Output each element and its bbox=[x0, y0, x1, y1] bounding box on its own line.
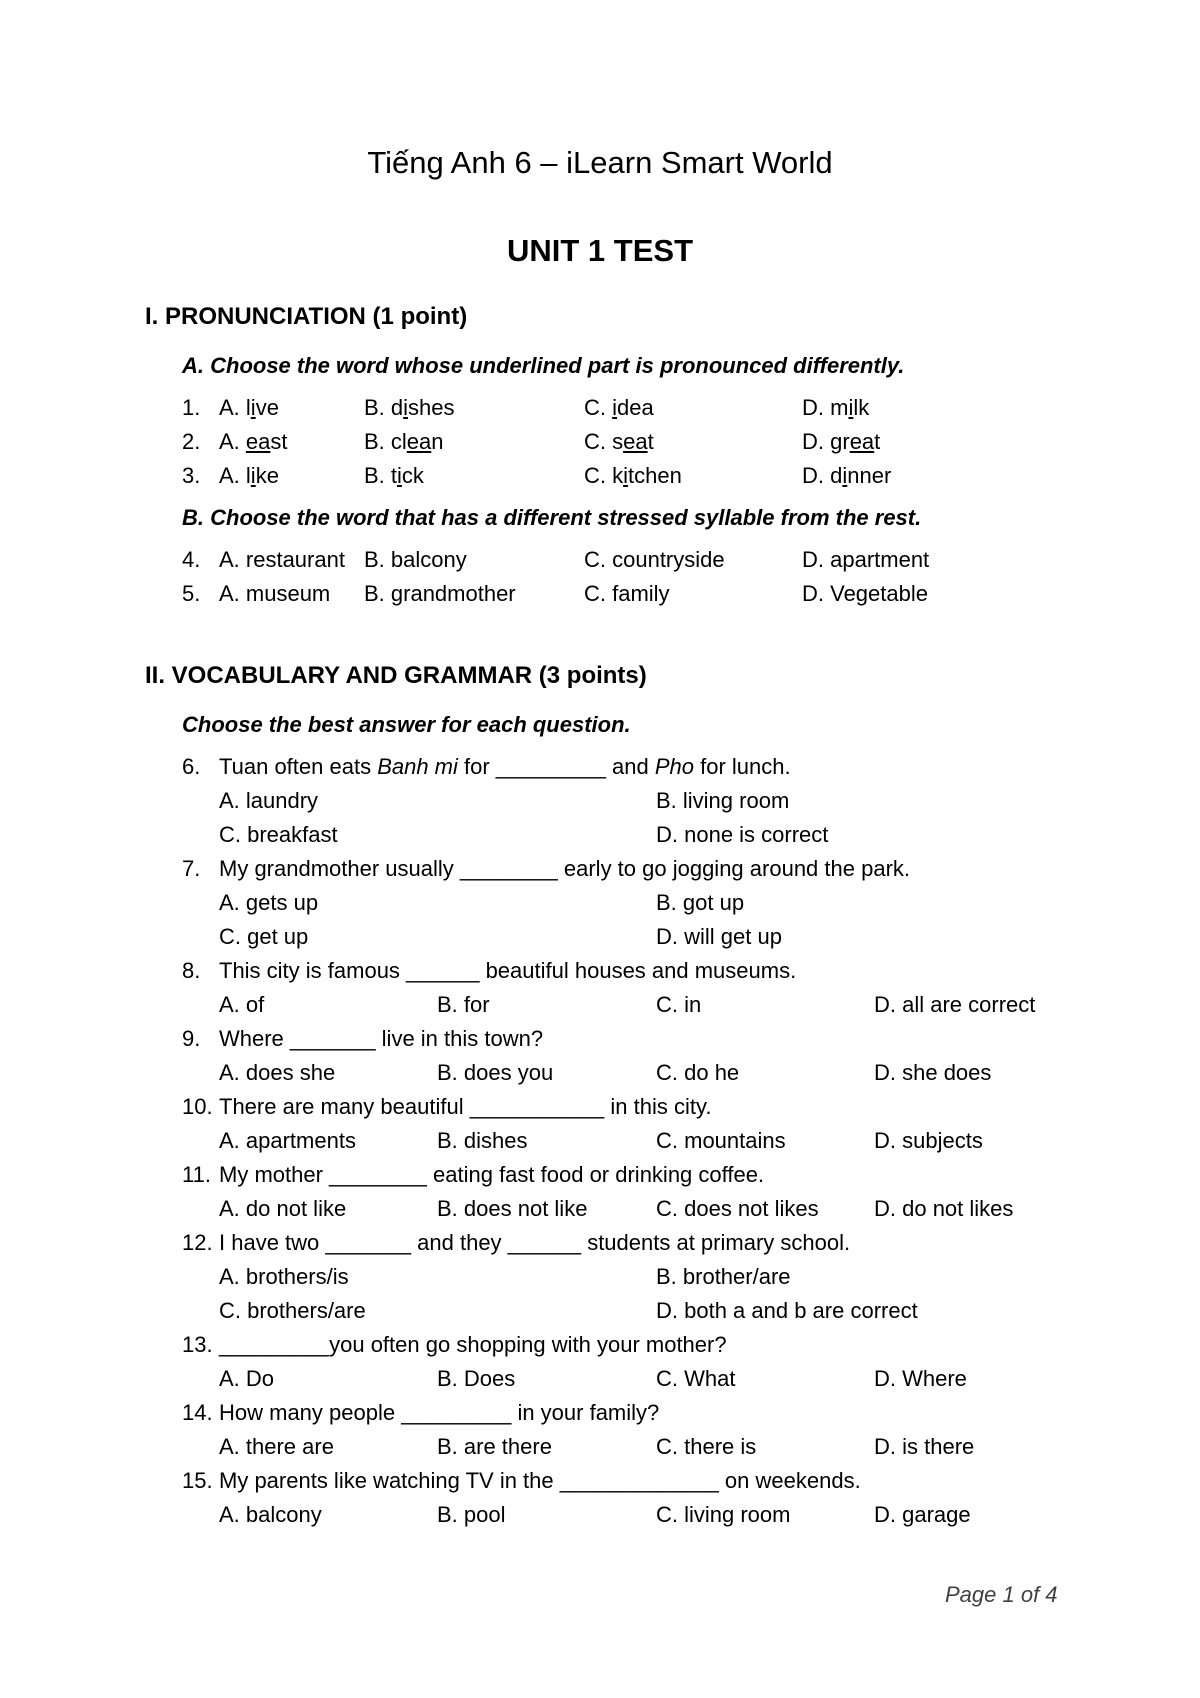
question-number: 9. bbox=[182, 1026, 201, 1051]
answer-option: A. balcony bbox=[219, 1502, 322, 1527]
question-row bbox=[0, 1023, 1200, 1055]
options-row bbox=[0, 1125, 1200, 1157]
answer-option: D. both a and b are correct bbox=[656, 1298, 918, 1323]
question-number: 15. bbox=[182, 1468, 213, 1493]
answer-option: D. apartment bbox=[802, 547, 930, 572]
question-text: This city is famous ______ beautiful houses and museums. bbox=[219, 958, 797, 983]
answer-option: A. like bbox=[219, 463, 279, 488]
question-number: 13. bbox=[182, 1332, 213, 1357]
answer-option: D. great bbox=[802, 429, 881, 454]
options-row bbox=[0, 1193, 1200, 1225]
answer-option: B. Does bbox=[437, 1366, 516, 1391]
options-row bbox=[0, 989, 1200, 1021]
options-row bbox=[0, 819, 1200, 851]
options-row bbox=[0, 1499, 1200, 1531]
answer-option: C. family bbox=[584, 581, 670, 606]
options-row bbox=[0, 1261, 1200, 1293]
answer-option: D. subjects bbox=[874, 1128, 983, 1153]
answer-option: D. Vegetable bbox=[802, 581, 928, 606]
answer-option: C. mountains bbox=[656, 1128, 786, 1153]
answer-option: C. What bbox=[656, 1366, 736, 1391]
instruction-vocabulary: Choose the best answer for each question. bbox=[182, 712, 631, 737]
question-number: 8. bbox=[182, 958, 201, 983]
question-number: 12. bbox=[182, 1230, 213, 1255]
answer-option: C. living room bbox=[656, 1502, 791, 1527]
question-row bbox=[0, 1465, 1200, 1497]
answer-option: A. there are bbox=[219, 1434, 334, 1459]
answer-option: A. apartments bbox=[219, 1128, 356, 1153]
answer-option: D. milk bbox=[802, 395, 870, 420]
answer-option: D. is there bbox=[874, 1434, 975, 1459]
question-number: 11. bbox=[182, 1162, 211, 1187]
question-text: My mother ________ eating fast food or drinking coffee. bbox=[219, 1162, 765, 1187]
answer-option: D. garage bbox=[874, 1502, 971, 1527]
answer-option: B. tick bbox=[364, 463, 424, 488]
answer-option: A. east bbox=[219, 429, 288, 454]
question-row bbox=[0, 544, 1200, 576]
question-text: _________you often go shopping with your mother? bbox=[219, 1332, 727, 1357]
question-row bbox=[0, 426, 1200, 458]
answer-option: D. none is correct bbox=[656, 822, 829, 847]
answer-option: A. do not like bbox=[219, 1196, 347, 1221]
question-number: 4. bbox=[182, 547, 201, 572]
question-text: I have two _______ and they ______ students at primary school. bbox=[219, 1230, 851, 1255]
answer-option: C. countryside bbox=[584, 547, 725, 572]
answer-option: A. laundry bbox=[219, 788, 319, 813]
answer-option: B. grandmother bbox=[364, 581, 516, 606]
options-row bbox=[0, 1057, 1200, 1089]
answer-option: A. Do bbox=[219, 1366, 275, 1391]
answer-option: A. does she bbox=[219, 1060, 336, 1085]
answer-option: A. live bbox=[219, 395, 279, 420]
question-number: 14. bbox=[182, 1400, 213, 1425]
answer-option: D. Where bbox=[874, 1366, 967, 1391]
question-number: 2. bbox=[182, 429, 201, 454]
question-number: 10. bbox=[182, 1094, 213, 1119]
instruction-part-b: B. Choose the word that has a different stressed syllable from the rest. bbox=[182, 505, 922, 530]
answer-option: D. she does bbox=[874, 1060, 992, 1085]
answer-option: A. restaurant bbox=[219, 547, 345, 572]
answer-option: A. brothers/is bbox=[219, 1264, 349, 1289]
answer-option: C. there is bbox=[656, 1434, 757, 1459]
question-text: Where _______ live in this town? bbox=[219, 1026, 544, 1051]
answer-option: B. are there bbox=[437, 1434, 552, 1459]
question-row bbox=[0, 751, 1200, 783]
answer-option: D. all are correct bbox=[874, 992, 1036, 1017]
options-row bbox=[0, 921, 1200, 953]
answer-option: C. kitchen bbox=[584, 463, 682, 488]
question-row bbox=[0, 1227, 1200, 1259]
question-text: There are many beautiful ___________ in this city. bbox=[219, 1094, 712, 1119]
question-text: Tuan often eats Banh mi for _________ and Pho for lunch. bbox=[219, 754, 791, 779]
answer-option: C. breakfast bbox=[219, 822, 338, 847]
question-row bbox=[0, 1159, 1200, 1191]
answer-option: B. pool bbox=[437, 1502, 506, 1527]
answer-option: C. get up bbox=[219, 924, 309, 949]
answer-option: B. clean bbox=[364, 429, 444, 454]
section-heading-pronunciation: I. PRONUNCIATION (1 point) bbox=[145, 303, 468, 330]
question-number: 1. bbox=[182, 395, 201, 420]
answer-option: B. dishes bbox=[437, 1128, 528, 1153]
options-row bbox=[0, 887, 1200, 919]
answer-option: C. idea bbox=[584, 395, 654, 420]
answer-option: D. do not likes bbox=[874, 1196, 1014, 1221]
answer-option: B. does not like bbox=[437, 1196, 588, 1221]
unit-title: UNIT 1 TEST bbox=[506, 233, 693, 268]
document-title: Tiếng Anh 6 – iLearn Smart World bbox=[367, 145, 833, 180]
question-number: 5. bbox=[182, 581, 201, 606]
question-row bbox=[0, 1091, 1200, 1123]
instruction-part-a: A. Choose the word whose underlined part is pronounced differently. bbox=[182, 353, 905, 378]
answer-option: C. seat bbox=[584, 429, 654, 454]
question-row bbox=[0, 392, 1200, 424]
question-number: 6. bbox=[182, 754, 201, 779]
options-row bbox=[0, 1431, 1200, 1463]
answer-option: B. got up bbox=[656, 890, 745, 915]
answer-option: D. will get up bbox=[656, 924, 782, 949]
answer-option: B. for bbox=[437, 992, 490, 1017]
answer-option: B. brother/are bbox=[656, 1264, 791, 1289]
question-number: 3. bbox=[182, 463, 201, 488]
question-row bbox=[0, 1329, 1200, 1361]
options-row bbox=[0, 785, 1200, 817]
question-text: My grandmother usually ________ early to go jogging around the park. bbox=[219, 856, 911, 881]
answer-option: D. dinner bbox=[802, 463, 892, 488]
answer-option: C. in bbox=[656, 992, 702, 1017]
options-row bbox=[0, 1295, 1200, 1327]
answer-option: B. dishes bbox=[364, 395, 455, 420]
question-row bbox=[0, 955, 1200, 987]
question-text: My parents like watching TV in the _____________ on weekends. bbox=[219, 1468, 861, 1493]
answer-option: A. museum bbox=[219, 581, 331, 606]
section-heading-vocabulary: II. VOCABULARY AND GRAMMAR (3 points) bbox=[145, 662, 647, 689]
answer-option: A. of bbox=[219, 992, 265, 1017]
answer-option: C. do he bbox=[656, 1060, 740, 1085]
question-row bbox=[0, 1397, 1200, 1429]
answer-option: C. brothers/are bbox=[219, 1298, 366, 1323]
answer-option: C. does not likes bbox=[656, 1196, 819, 1221]
question-row bbox=[0, 460, 1200, 492]
answer-option: A. gets up bbox=[219, 890, 319, 915]
answer-option: B. living room bbox=[656, 788, 790, 813]
options-row bbox=[0, 1363, 1200, 1395]
question-row bbox=[0, 578, 1200, 610]
answer-option: B. balcony bbox=[364, 547, 467, 572]
question-text: How many people _________ in your family? bbox=[219, 1400, 660, 1425]
question-row bbox=[0, 853, 1200, 885]
question-number: 7. bbox=[182, 856, 201, 881]
page-number-footer: Page 1 of 4 bbox=[945, 1582, 1058, 1607]
answer-option: B. does you bbox=[437, 1060, 554, 1085]
